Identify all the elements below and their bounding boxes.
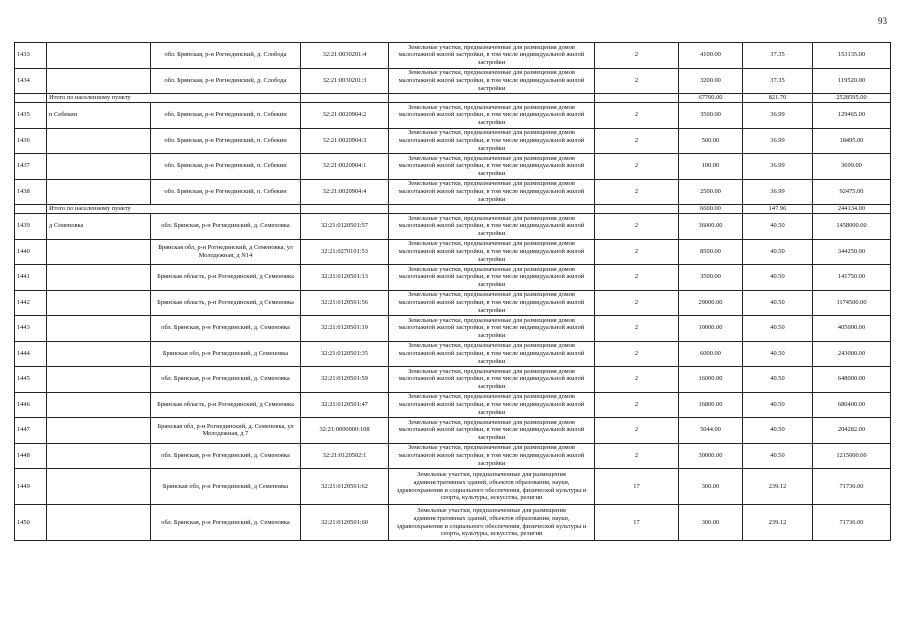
cadastral-value-cell: 1458000.00 [813,214,891,240]
cadastral-value-cell: 344250.00 [813,239,891,265]
land-purpose-cell: Земельные участки, предназначенные для размещения домов малоэтажной жилой застройки, в том числе индивидуальной жилой застройки [389,418,595,444]
address-cell: Брянская область, р-н Рогнединский, д Семеновка [151,392,301,418]
purpose-code-cell: 17 [595,469,679,505]
purpose-code-cell: 2 [595,316,679,342]
cadastral-value-cell: 243000.00 [813,341,891,367]
land-purpose-cell: Земельные участки, предназначенные для размещения домов малоэтажной жилой застройки, в том числе индивидуальной жилой застройки [389,392,595,418]
area-cell: 3500.00 [679,103,743,129]
locality-cell [47,290,151,316]
row-number-cell: 1439 [15,214,47,240]
locality-cell: п Себекин [47,103,151,129]
cadastral-number-cell: 32:21:0020904:4 [301,179,389,205]
row-number-cell: 1445 [15,367,47,393]
purpose-code-cell: 2 [595,367,679,393]
address-cell: обл. Брянская, р-н Рогнединский, п. Себекин [151,128,301,154]
purpose-code-cell: 2 [595,443,679,469]
cadastral-number-cell: 32:21:0020904:3 [301,128,389,154]
cadastral-number-cell: 32:21:0270101:53 [301,239,389,265]
area-cell: 10000.00 [679,316,743,342]
cadastral-value-table [14,42,891,541]
purpose-code-cell: 2 [595,214,679,240]
area-cell: 500.00 [679,128,743,154]
area-cell: 5044.00 [679,418,743,444]
row-number-cell: 1446 [15,392,47,418]
cadastral-value-cell: 71736.00 [813,505,891,541]
table-row [15,367,891,393]
locality-cell [47,469,151,505]
address-cell: обл. Брянская, р-н Рогнединский, д. Семеновка [151,316,301,342]
row-number-cell: 1447 [15,418,47,444]
subtotal-value: 2528595.00 [813,94,891,103]
locality-cell [47,128,151,154]
specific-value-cell: 40.50 [743,239,813,265]
subtotal-empty-cell [595,205,679,214]
area-cell: 8500.00 [679,239,743,265]
locality-cell [47,505,151,541]
specific-value-cell: 40.50 [743,290,813,316]
cadastral-value-cell: 18495.00 [813,128,891,154]
cadastral-number-cell: 32:21:0000000:108 [301,418,389,444]
land-purpose-cell: Земельные участки, предназначенные для размещения домов малоэтажной жилой застройки, в том числе индивидуальной жилой застройки [389,128,595,154]
land-purpose-cell: Земельные участки, предназначенные для размещения домов малоэтажной жилой застройки, в том числе индивидуальной жилой застройки [389,316,595,342]
cadastral-value-cell: 648000.00 [813,367,891,393]
area-cell: 2500.00 [679,179,743,205]
table-row [15,214,891,240]
purpose-code-cell: 2 [595,392,679,418]
land-purpose-cell: Земельные участки, предназначенные для размещения домов малоэтажной жилой застройки, в том числе индивидуальной жилой застройки [389,443,595,469]
row-number-cell: 1441 [15,265,47,291]
subtotal-empty-cell [301,205,389,214]
row-number-cell: 1450 [15,505,47,541]
cadastral-number-cell: 32:21:0030201:3 [301,68,389,94]
locality-cell [47,418,151,444]
row-number-cell: 1434 [15,68,47,94]
cadastral-value-cell: 153135.00 [813,43,891,69]
cadastral-value-cell: 405000.00 [813,316,891,342]
table-row [15,68,891,94]
specific-value-cell: 239.12 [743,469,813,505]
purpose-code-cell: 2 [595,154,679,180]
specific-value-cell: 40.50 [743,316,813,342]
row-number-cell: 1435 [15,103,47,129]
land-purpose-cell: Земельные участки, предназначенные для размещения домов малоэтажной жилой застройки, в том числе индивидуальной жилой застройки [389,265,595,291]
specific-value-cell: 37.35 [743,43,813,69]
cadastral-number-cell: 32:21:0020904:1 [301,154,389,180]
subtotal-empty-cell [301,94,389,103]
area-cell: 3500.00 [679,265,743,291]
row-number-cell: 1433 [15,43,47,69]
land-purpose-cell: Земельные участки, предназначенные для размещения домов малоэтажной жилой застройки, в том числе индивидуальной жилой застройки [389,179,595,205]
purpose-code-cell: 2 [595,179,679,205]
locality-cell [47,179,151,205]
cadastral-number-cell: 32:21:0120501:62 [301,469,389,505]
land-purpose-cell: Земельные участки, предназначенные для размещения домов малоэтажной жилой застройки, в том числе индивидуальной жилой застройки [389,214,595,240]
cadastral-value-cell: 92475.00 [813,179,891,205]
subtotal-empty-cell [389,205,595,214]
row-number-cell: 1438 [15,179,47,205]
land-purpose-cell: Земельные участки, предназначенные для размещения домов малоэтажной жилой застройки, в том числе индивидуальной жилой застройки [389,239,595,265]
subtotal-rate: 821.70 [743,94,813,103]
cadastral-value-cell: 1174500.00 [813,290,891,316]
subtotal-label: Итого по населенному пункту [47,94,301,103]
table-row [15,103,891,129]
page-number: 93 [878,16,887,26]
land-purpose-cell: Земельные участки, предназначенные для размещения домов малоэтажной жилой застройки, в том числе индивидуальной жилой застройки [389,341,595,367]
area-cell: 29000.00 [679,290,743,316]
purpose-code-cell: 2 [595,68,679,94]
area-cell: 100.00 [679,154,743,180]
cadastral-number-cell: 32:21:0030201:4 [301,43,389,69]
purpose-code-cell: 2 [595,128,679,154]
area-cell: 16800.00 [679,392,743,418]
cadastral-value-cell: 3699.00 [813,154,891,180]
locality-cell [47,316,151,342]
specific-value-cell: 37.35 [743,68,813,94]
purpose-code-cell: 2 [595,239,679,265]
cadastral-number-cell: 32:21:0120501:56 [301,290,389,316]
locality-cell [47,392,151,418]
area-cell: 4100.00 [679,43,743,69]
locality-cell [47,443,151,469]
area-cell: 300.00 [679,505,743,541]
cadastral-number-cell: 32:21:0120501:57 [301,214,389,240]
address-cell: обл. Брянская, р-н Рогнединский, п. Себекин [151,179,301,205]
subtotal-value: 244134.00 [813,205,891,214]
locality-cell [47,239,151,265]
cadastral-value-cell: 119520.00 [813,68,891,94]
specific-value-cell: 36.99 [743,179,813,205]
specific-value-cell: 36.99 [743,154,813,180]
specific-value-cell: 40.50 [743,392,813,418]
locality-cell [47,43,151,69]
purpose-code-cell: 2 [595,290,679,316]
row-number-cell: 1444 [15,341,47,367]
subtotal-empty-cell [15,205,47,214]
locality-cell [47,367,151,393]
area-cell: 16000.00 [679,367,743,393]
row-number-cell: 1437 [15,154,47,180]
specific-value-cell: 40.50 [743,214,813,240]
table-row [15,316,891,342]
address-cell: обл. Брянская, р-н Рогнединский, д. Семеновка [151,443,301,469]
land-purpose-cell: Земельные участки, предназначенные для размещения домов малоэтажной жилой застройки, в том числе индивидуальной жилой застройки [389,68,595,94]
area-cell: 3200.00 [679,68,743,94]
land-purpose-cell: Земельные участки, предназначенные для размещения домов малоэтажной жилой застройки, в том числе индивидуальной жилой застройки [389,367,595,393]
locality-cell [47,68,151,94]
row-number-cell: 1440 [15,239,47,265]
address-cell: обл. Брянская, р-н Рогнединский, п. Себекин [151,103,301,129]
land-purpose-cell: Земельные участки, предназначенные для размещения домов малоэтажной жилой застройки, в том числе индивидуальной жилой застройки [389,103,595,129]
cadastral-number-cell: 32:21:0120501:13 [301,265,389,291]
address-cell: обл. Брянская, р-н Рогнединский, п. Себекин [151,154,301,180]
table-row [15,239,891,265]
address-cell: обл. Брянская, р-н Рогнединский, д. Семеновка [151,367,301,393]
row-number-cell: 1442 [15,290,47,316]
locality-cell [47,154,151,180]
subtotal-area: 67700.00 [679,94,743,103]
area-cell: 30000.00 [679,443,743,469]
row-number-cell: 1443 [15,316,47,342]
cadastral-number-cell: 32:21:0120501:35 [301,341,389,367]
area-cell: 300.00 [679,469,743,505]
land-purpose-cell: Земельные участки, предназначенные для размещения домов малоэтажной жилой застройки, в том числе индивидуальной жилой застройки [389,290,595,316]
cadastral-number-cell: 32:21:0120501:59 [301,367,389,393]
land-purpose-cell: Земельные участки, предназначенные для размещения домов малоэтажной жилой застройки, в том числе индивидуальной жилой застройки [389,43,595,69]
subtotal-label: Итого по населенному пункту [47,205,301,214]
table-row [15,154,891,180]
cadastral-value-cell: 680400.00 [813,392,891,418]
specific-value-cell: 36.99 [743,128,813,154]
table-body [15,43,891,541]
table-row [15,265,891,291]
address-cell: обл. Брянская, р-н Рогнединский, д. Слобода [151,43,301,69]
cadastral-value-cell: 141750.00 [813,265,891,291]
purpose-code-cell: 2 [595,103,679,129]
address-cell: обл. Брянская, р-н Рогнединский, д. Слобода [151,68,301,94]
address-cell: Брянская обл, р-н Рогнединский, д Семеновка [151,469,301,505]
land-purpose-cell: Земельные участки, предназначенные для размещения административных зданий, объектов образования, науки, здравоохранения и социального обеспечения, физической культуры и спорта, культуры, искусства, религии [389,505,595,541]
address-cell: Брянская обл, р-н Рогнединский, д. Семеновка, ул Молодежная, д 7 [151,418,301,444]
subtotal-empty-cell [389,94,595,103]
purpose-code-cell: 2 [595,265,679,291]
address-cell: Брянская область, р-н Рогнединский, д Семеновка [151,265,301,291]
subtotal-area: 6600.00 [679,205,743,214]
purpose-code-cell: 2 [595,341,679,367]
table-row [15,341,891,367]
table-row [15,505,891,541]
specific-value-cell: 36.99 [743,103,813,129]
specific-value-cell: 40.50 [743,265,813,291]
cadastral-value-cell: 204282.00 [813,418,891,444]
cadastral-number-cell: 32:21:0020904:2 [301,103,389,129]
land-purpose-cell: Земельные участки, предназначенные для размещения административных зданий, объектов образования, науки, здравоохранения и социального обеспечения, физической культуры и спорта, культуры, искусства, религии [389,469,595,505]
table-row [15,469,891,505]
table-row [15,290,891,316]
cadastral-number-cell: 32:21:0120502:1 [301,443,389,469]
land-purpose-cell: Земельные участки, предназначенные для размещения домов малоэтажной жилой застройки, в том числе индивидуальной жилой застройки [389,154,595,180]
table-row [15,418,891,444]
table-row [15,128,891,154]
subtotal-row [15,205,891,214]
table-row [15,392,891,418]
area-cell: 36000.00 [679,214,743,240]
purpose-code-cell: 2 [595,418,679,444]
address-cell: обл. Брянская, р-н Рогнединский, д. Семеновка [151,214,301,240]
table-row [15,43,891,69]
specific-value-cell: 239.12 [743,505,813,541]
cadastral-number-cell: 32:21:0120501:47 [301,392,389,418]
table-row [15,443,891,469]
address-cell: Брянская область, р-н Рогнединский, д Семеновка [151,290,301,316]
specific-value-cell: 40.50 [743,443,813,469]
cadastral-value-cell: 71736.00 [813,469,891,505]
locality-cell [47,265,151,291]
row-number-cell: 1436 [15,128,47,154]
specific-value-cell: 40.50 [743,341,813,367]
cadastral-value-cell: 129465.00 [813,103,891,129]
subtotal-empty-cell [595,94,679,103]
address-cell: Брянская обл, р-н Рогнединский, д Семеновка, ул Молодежная, д N14 [151,239,301,265]
row-number-cell: 1449 [15,469,47,505]
subtotal-empty-cell [15,94,47,103]
area-cell: 6000.00 [679,341,743,367]
locality-cell [47,341,151,367]
cadastral-number-cell: 32:21:0120501:60 [301,505,389,541]
cadastral-number-cell: 32:21:0120501:19 [301,316,389,342]
row-number-cell: 1448 [15,443,47,469]
subtotal-rate: 147.96 [743,205,813,214]
address-cell: Брянская обл, р-н Рогнединский, д Семеновка [151,341,301,367]
specific-value-cell: 40.50 [743,418,813,444]
address-cell: обл. Брянская, р-н Рогнединский, д. Семеновка [151,505,301,541]
subtotal-row [15,94,891,103]
cadastral-value-cell: 1215000.00 [813,443,891,469]
table-row [15,179,891,205]
purpose-code-cell: 17 [595,505,679,541]
purpose-code-cell: 2 [595,43,679,69]
locality-cell: д Семеновка [47,214,151,240]
specific-value-cell: 40.50 [743,367,813,393]
